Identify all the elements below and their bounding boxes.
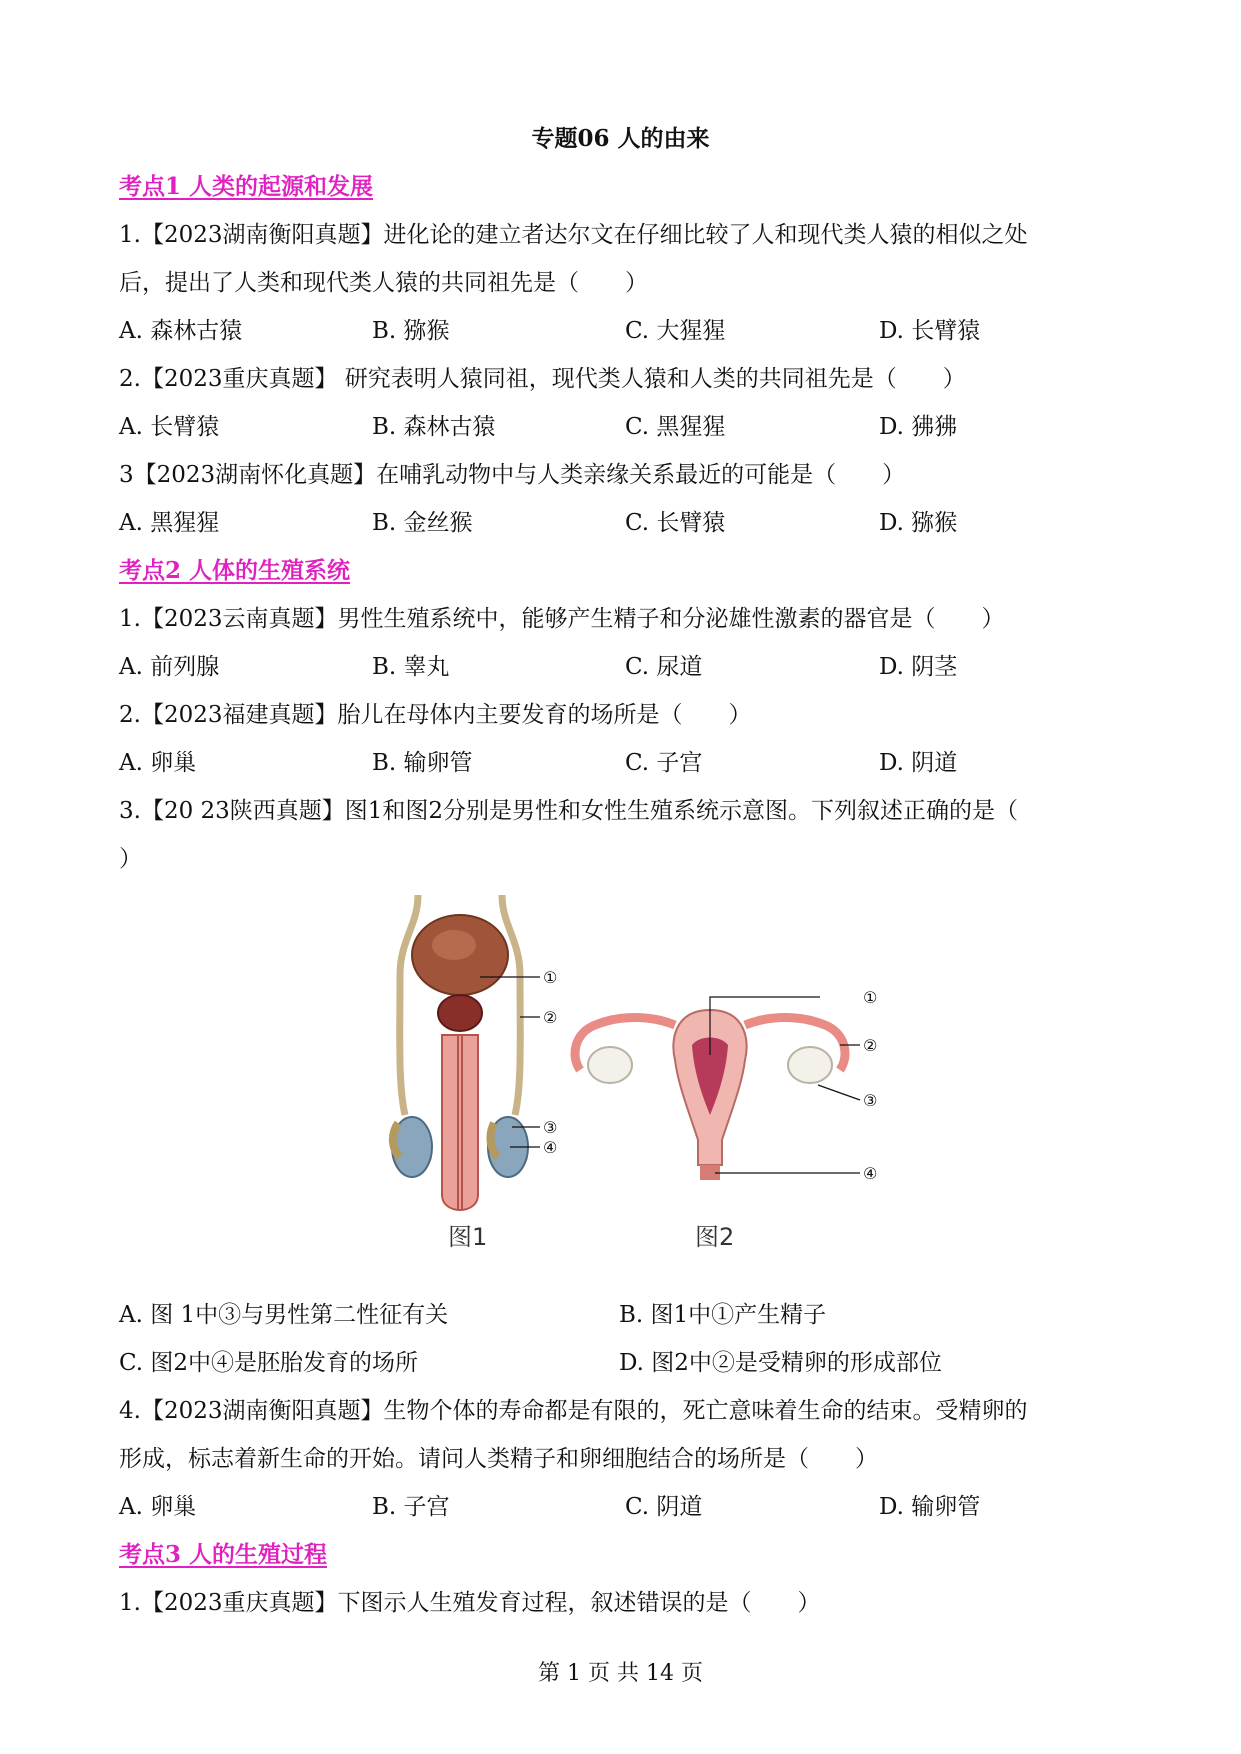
question-text: 1.【2023重庆真题】下图示人生殖发育过程，叙述错误的是（ ）	[119, 1590, 821, 1616]
question-text: 形成，标志着新生命的开始。请问人类精子和卵细胞结合的场所是（ ）	[119, 1446, 878, 1472]
figure-2-label: 图2	[695, 1223, 735, 1251]
section-heading-1: 考点1 人类的起源和发展	[119, 173, 374, 200]
question-text: 2.【2023重庆真题】 研究表明人猿同祖，现代类人猿和人类的共同祖先是（ ）	[119, 366, 966, 392]
option: D. 猕猴	[879, 510, 958, 536]
question-text: 1.【2023湖南衡阳真题】进化论的建立者达尔文在仔细比较了人和现代类人猿的相似之处	[119, 222, 1028, 248]
question-text: 2.【2023福建真题】胎儿在母体内主要发育的场所是（ ）	[119, 702, 752, 728]
marker: ④	[543, 1138, 558, 1157]
option-row	[119, 648, 1129, 680]
page-title: 专题06 人的由来	[531, 125, 710, 152]
option: C. 长臂猿	[625, 510, 726, 536]
option: B. 子宫	[372, 1494, 450, 1520]
option: B. 森林古猿	[372, 414, 496, 440]
marker: ①	[543, 968, 558, 987]
option: D. 阴道	[879, 750, 958, 776]
question-text: ）	[119, 846, 142, 872]
option: A. 图 1中③与男性第二性征有关	[119, 1302, 449, 1328]
option: C. 大猩猩	[625, 318, 726, 344]
question-text: 1.【2023云南真题】男性生殖系统中，能够产生精子和分泌雄性激素的器官是（ ）	[119, 606, 1005, 632]
marker: ④	[863, 1164, 878, 1183]
option: C. 子宫	[625, 750, 703, 776]
option-row	[119, 312, 1129, 344]
option-row	[119, 504, 1129, 536]
marker: ②	[543, 1008, 558, 1027]
reproductive-system-figure	[370, 885, 910, 1255]
page-footer: 第 1 页 共 14 页	[538, 1661, 703, 1686]
option-row	[119, 1344, 1129, 1376]
option: C. 图2中④是胚胎发育的场所	[119, 1350, 419, 1376]
marker: ②	[863, 1036, 878, 1055]
option: D. 图2中②是受精卵的形成部位	[619, 1350, 942, 1376]
option: A. 森林古猿	[119, 318, 243, 344]
option: A. 卵巢	[119, 1494, 197, 1520]
option: A. 长臂猿	[119, 414, 220, 440]
option: D. 输卵管	[879, 1494, 981, 1520]
option-row	[119, 1296, 1129, 1328]
marker: ①	[863, 988, 878, 1007]
option: B. 猕猴	[372, 318, 450, 344]
marker: ③	[863, 1091, 878, 1110]
option: D. 长臂猿	[879, 318, 981, 344]
question-text: 3.【20 23陕西真题】图1和图2分别是男性和女性生殖系统示意图。下列叙述正确的是（	[119, 798, 1019, 824]
option: B. 图1中①产生精子	[619, 1302, 827, 1328]
figure-1-label: 图1	[448, 1223, 488, 1251]
option: B. 睾丸	[372, 654, 450, 680]
option: A. 卵巢	[119, 750, 197, 776]
section-heading-2: 考点2 人体的生殖系统	[119, 557, 351, 584]
male-reproductive-diagram	[392, 895, 557, 1251]
option: B. 输卵管	[372, 750, 473, 776]
question-text: 后，提出了人类和现代类人猿的共同祖先是（ ）	[119, 270, 648, 296]
section-heading-3: 考点3 人的生殖过程	[119, 1541, 328, 1568]
marker: ③	[543, 1118, 558, 1137]
option: C. 尿道	[625, 654, 703, 680]
option-row	[119, 408, 1129, 440]
option: D. 阴茎	[879, 654, 958, 680]
option: D. 狒狒	[879, 414, 958, 440]
option: A. 前列腺	[119, 654, 220, 680]
option: C. 阴道	[625, 1494, 703, 1520]
option: B. 金丝猴	[372, 510, 473, 536]
option: C. 黑猩猩	[625, 414, 726, 440]
option-row	[119, 1488, 1129, 1520]
question-text: 3【2023湖南怀化真题】在哺乳动物中与人类亲缘关系最近的可能是（ ）	[119, 462, 906, 488]
female-reproductive-diagram	[575, 988, 877, 1251]
option: A. 黑猩猩	[119, 510, 220, 536]
option-row	[119, 744, 1129, 776]
question-text: 4.【2023湖南衡阳真题】生物个体的寿命都是有限的，死亡意味着生命的结束。受精卵的	[119, 1398, 1028, 1424]
